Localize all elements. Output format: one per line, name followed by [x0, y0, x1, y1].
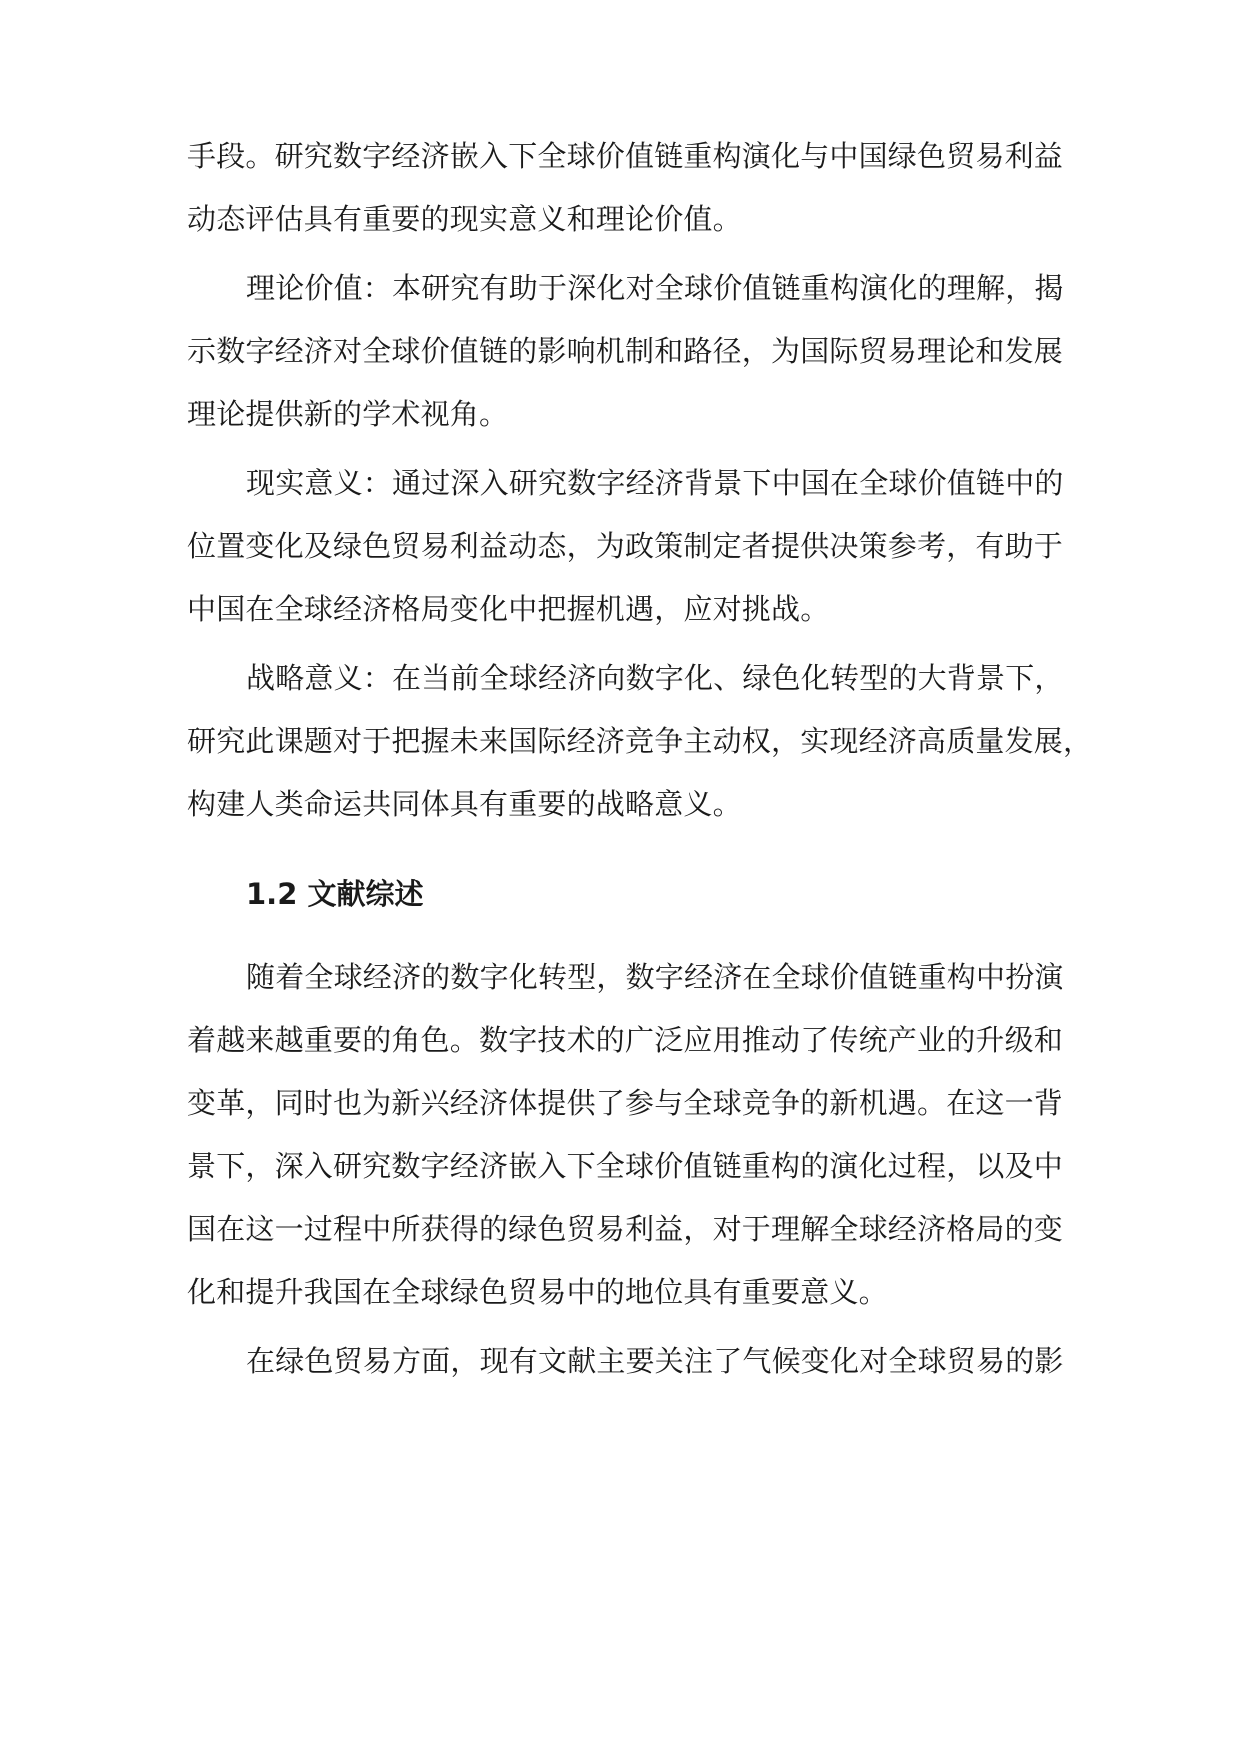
- paragraph-line: 动态评估具有重要的现实意义和理论价值。: [187, 202, 742, 236]
- paragraph-line: 景下，深入研究数字经济嵌入下全球价值链重构的演化过程，以及中: [187, 1149, 1064, 1183]
- paragraph-line: 构建人类命运共同体具有重要的战略意义。: [187, 787, 742, 821]
- paragraph-line: 随着全球经济的数字化转型，数字经济在全球价值链重构中扮演: [246, 960, 1064, 994]
- paragraph-line: 中国在全球经济格局变化中把握机遇，应对挑战。: [187, 592, 830, 626]
- paragraph-line: 位置变化及绿色贸易利益动态，为政策制定者提供决策参考，有助于: [187, 529, 1064, 563]
- paragraph-line: 战略意义：在当前全球经济向数字化、绿色化转型的大背景下，: [246, 661, 1064, 695]
- paragraph-line: 理论价值：本研究有助于深化对全球价值链重构演化的理解，揭: [246, 271, 1064, 305]
- paragraph-line: 现实意义：通过深入研究数字经济背景下中国在全球价值链中的: [246, 466, 1064, 500]
- paragraph-line: 化和提升我国在全球绿色贸易中的地位具有重要意义。: [187, 1275, 888, 1309]
- paragraph-line: 着越来越重要的角色。数字技术的广泛应用推动了传统产业的升级和: [187, 1023, 1064, 1057]
- paragraph-line: 手段。研究数字经济嵌入下全球价值链重构演化与中国绿色贸易利益: [187, 139, 1064, 173]
- paragraph-line: 变革，同时也为新兴经济体提供了参与全球竞争的新机遇。在这一背: [187, 1086, 1064, 1120]
- paragraph-line: 国在这一过程中所获得的绿色贸易利益，对于理解全球经济格局的变: [187, 1212, 1064, 1246]
- section-heading: 1.2 文献综述: [246, 877, 424, 911]
- paragraph-line: 在绿色贸易方面，现有文献主要关注了气候变化对全球贸易的影: [246, 1344, 1064, 1378]
- paragraph-line: 理论提供新的学术视角。: [187, 397, 509, 431]
- paragraph-line: 研究此课题对于把握未来国际经济竞争主动权，实现经济高质量发展，: [187, 724, 1093, 758]
- paragraph-line: 示数字经济对全球价值链的影响机制和路径，为国际贸易理论和发展: [187, 334, 1064, 368]
